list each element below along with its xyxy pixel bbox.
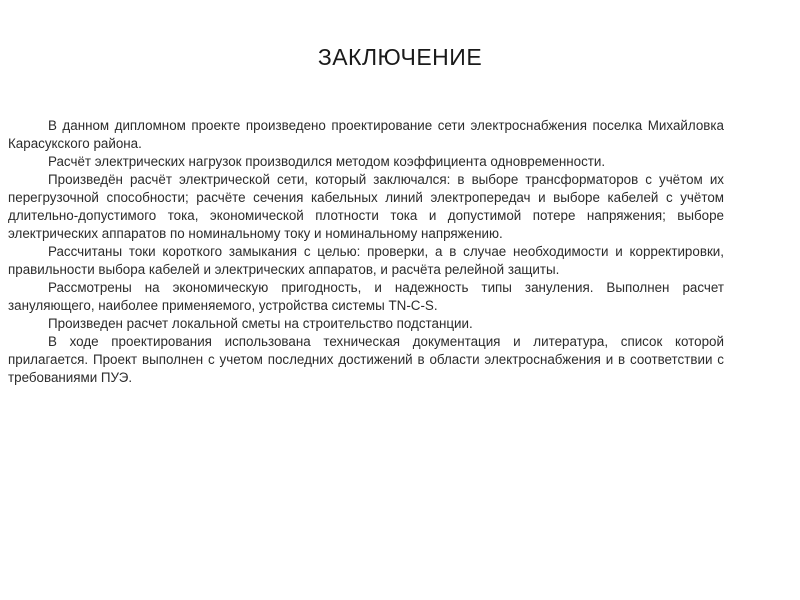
- slide-body: [8, 117, 724, 387]
- paragraph-project-summary: В данном дипломном проекте произведено проектирование сети электроснабжения поселка Михайловка Карасукского района.: [8, 118, 724, 151]
- paragraph-estimate: Произведен расчет локальной сметы на строительство подстанции.: [48, 316, 473, 331]
- paragraph-network-calculation: Произведён расчёт электрической сети, который заключался: в выборе трансформаторов с учётом их перегрузочной способности; расчёте сечения кабельных линий электропередач и выборе кабелей с учётом длительно-допустимого тока, экономической плотности тока и допустимой потере напряжения; выборе электрических аппаратов по номинальному току и номинальному напряжению.: [8, 172, 724, 241]
- paragraph-short-circuit: Рассчитаны токи короткого замыкания с целью: проверки, а в случае необходимости и корректировки, правильности выбора кабелей и электрических аппаратов, и расчёта релейной защиты.: [8, 244, 724, 277]
- paragraph-documentation: В ходе проектирования использована техническая документация и литература, список которой прилагается. Проект выполнен с учетом последних достижений в области электроснабжения и в соответствии с требованиями ПУЭ.: [8, 334, 724, 385]
- slide-title: ЗАКЛЮЧЕНИЕ: [317, 44, 483, 70]
- paragraph-load-calculation: Расчёт электрических нагрузок производился методом коэффициента одновременности.: [48, 154, 606, 169]
- paragraph-grounding: Рассмотрены на экономическую пригодность, и надежность типы зануления. Выполнен расчет зануляющего, наиболее применяемого, устройства системы TN-C-S.: [8, 280, 724, 313]
